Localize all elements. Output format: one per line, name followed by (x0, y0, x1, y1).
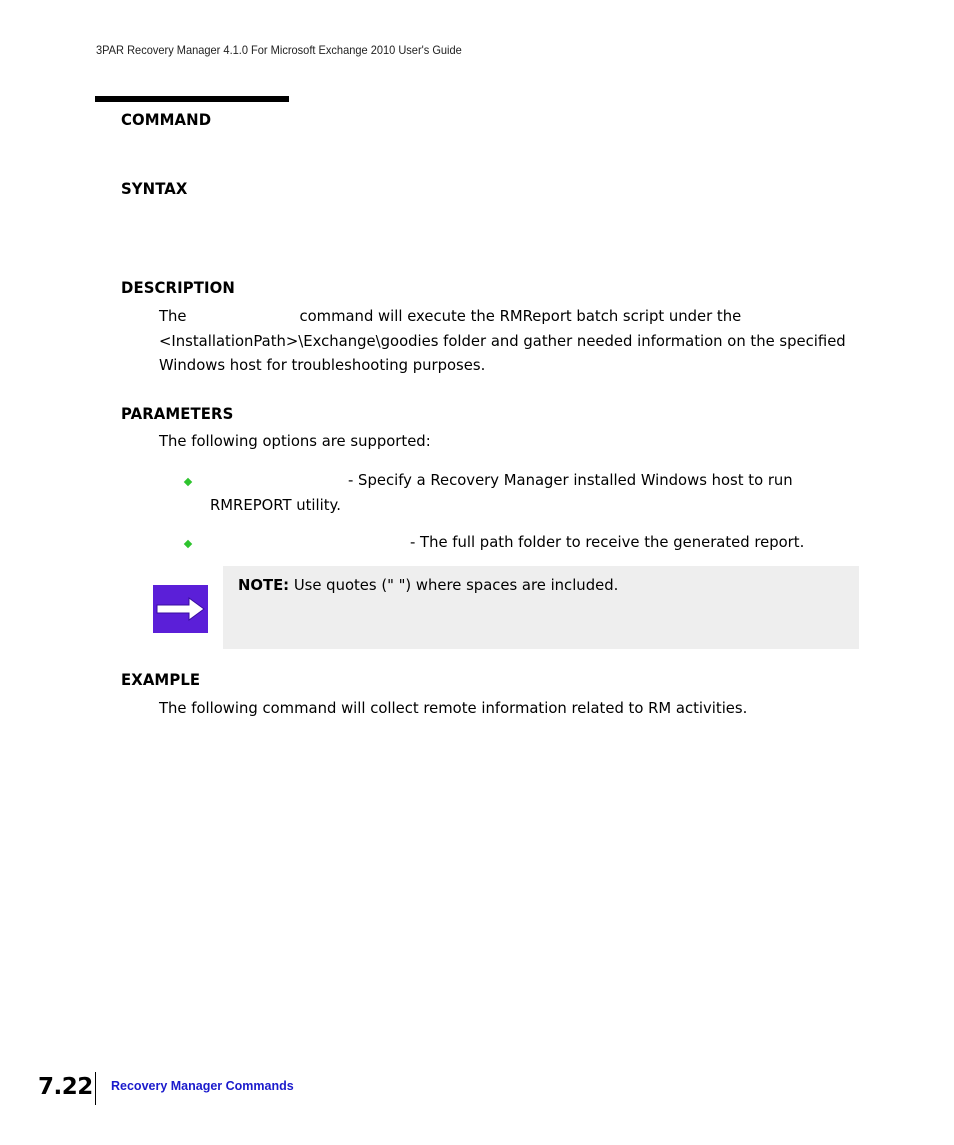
option-path-description: - The full path folder to receive the generated report. (410, 533, 805, 551)
parameters-heading: PARAMETERS (121, 404, 234, 423)
note-arrow-icon (153, 585, 208, 633)
option-host-description-cont: RMREPORT utility. (210, 496, 341, 514)
note-label: NOTE: (238, 576, 290, 594)
description-line-2: <InstallationPath>\Exchange\goodies folder and gather needed information on the specified (159, 332, 846, 350)
description-line-1: The command will execute the RMReport batch script under the (159, 307, 742, 325)
page-number: 7.22 (38, 1074, 93, 1100)
footer-section-link[interactable]: Recovery Manager Commands (111, 1079, 294, 1093)
parameters-intro: The following options are supported: (159, 432, 431, 450)
bullet-icon (184, 540, 192, 548)
command-heading: COMMAND (121, 110, 212, 129)
footer-divider (95, 1072, 96, 1105)
running-header: 3PAR Recovery Manager 4.1.0 For Microsoft Exchange 2010 User's Guide (96, 43, 462, 57)
description-heading: DESCRIPTION (121, 278, 235, 297)
description-line-3: Windows host for troubleshooting purposes. (159, 356, 486, 374)
bullet-icon (184, 478, 192, 486)
note-text (238, 576, 618, 594)
example-text: The following command will collect remote information related to RM activities. (159, 699, 748, 717)
syntax-heading: SYNTAX (121, 179, 188, 198)
note-body: Use quotes (" ") where spaces are included. (289, 576, 619, 594)
example-heading: EXAMPLE (121, 670, 201, 689)
option-host-description: - Specify a Recovery Manager installed Windows host to run (348, 471, 793, 489)
section-rule (95, 96, 289, 102)
